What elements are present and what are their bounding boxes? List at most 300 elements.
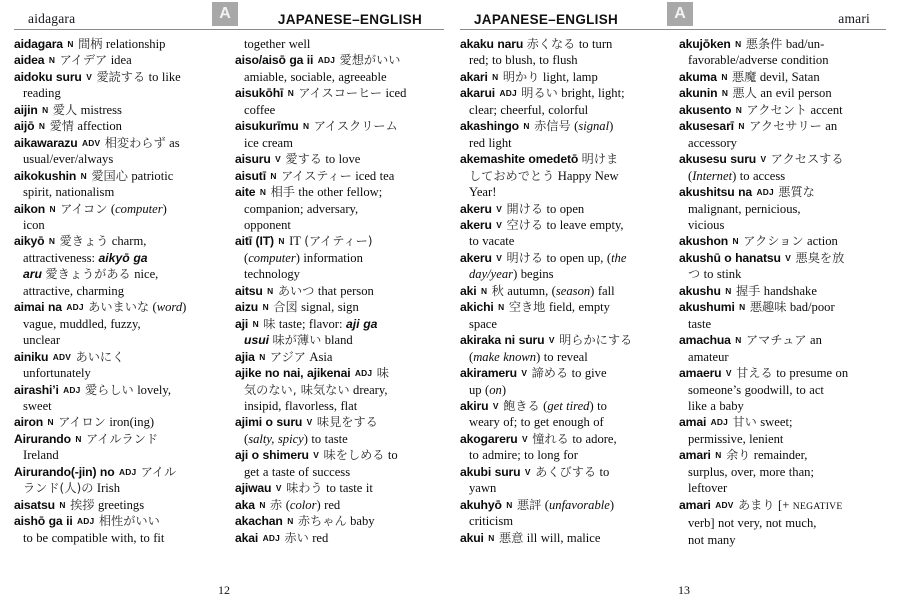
- dictionary-entry: [235, 447, 444, 463]
- japanese-script: しておめでとう: [469, 168, 555, 183]
- definition-text: attractiveness:: [23, 250, 96, 265]
- japanese-script: アクセサリー: [749, 119, 822, 134]
- entry-continuation-line: [235, 201, 444, 217]
- japanese-script: 愛きょうがある: [45, 267, 131, 282]
- part-of-speech: N: [721, 71, 728, 82]
- definition-text: bad/poor: [789, 300, 835, 315]
- right-running-title: JAPANESE–ENGLISH: [474, 12, 619, 27]
- definition-text: to: [387, 448, 398, 463]
- dictionary-entry: [460, 365, 667, 381]
- dictionary-entry: [235, 530, 444, 546]
- part-of-speech: V: [492, 400, 499, 411]
- part-of-speech: N: [80, 170, 87, 181]
- japanese-script: アイスクリーム: [313, 119, 398, 134]
- japanese-script: 合図: [273, 300, 298, 315]
- definition-text: coffee: [244, 102, 276, 117]
- entry-continuation-line: [235, 217, 444, 233]
- definition-text: to open: [546, 201, 585, 216]
- headword: akai: [235, 530, 259, 545]
- definition-text: insipid, flavorless, flat: [244, 398, 358, 413]
- headword: akusento: [679, 102, 732, 117]
- definition-text: mistress: [80, 102, 122, 117]
- definition-text: sweet: [23, 398, 52, 413]
- japanese-script: (アイティー): [304, 234, 373, 249]
- definition-text: iced: [385, 86, 407, 101]
- headword: akeru: [460, 217, 492, 232]
- headword: akushu: [679, 283, 721, 298]
- entry-continuation-line: [460, 480, 667, 496]
- usage-note: word: [156, 300, 183, 315]
- part-of-speech: ADV: [52, 351, 72, 362]
- entry-continuation-line: [679, 52, 886, 68]
- definition-text: (: [244, 250, 249, 265]
- japanese-script: 味: [263, 316, 276, 331]
- definition-text: ) information: [295, 250, 363, 265]
- definition-text: (: [469, 349, 474, 364]
- usage-note: make known: [473, 349, 537, 364]
- japanese-script: 味をしめる: [323, 448, 385, 463]
- part-of-speech: V: [496, 219, 503, 230]
- definition-text: sweet;: [760, 415, 793, 430]
- dictionary-entry: [14, 36, 223, 52]
- dictionary-entry: [14, 201, 223, 217]
- entry-continuation-line: [235, 69, 444, 85]
- dictionary-entry: [460, 398, 667, 414]
- part-of-speech: N: [721, 88, 729, 99]
- dictionary-entry: [679, 414, 886, 430]
- headword: akuma: [679, 69, 717, 84]
- part-of-speech: N: [278, 236, 285, 247]
- japanese-script: あいつ: [277, 283, 315, 298]
- definition-text: surplus, over, more than;: [688, 464, 814, 479]
- japanese-script: ランド(人)の: [23, 481, 94, 496]
- japanese-script: 甘い: [732, 415, 757, 430]
- japanese-script: アクション: [743, 234, 804, 249]
- small-caps-note: NEGATIVE: [792, 500, 843, 512]
- usage-note: computer: [115, 201, 163, 216]
- headword: akushon: [679, 234, 729, 249]
- japanese-script: 悪魔: [732, 69, 757, 84]
- headword: aisukurīmu: [235, 119, 299, 134]
- entry-continuation-line: [14, 184, 223, 200]
- headword: aikyō: [14, 234, 45, 249]
- definition-text: to presume on: [776, 366, 849, 381]
- definition-text: (: [285, 497, 290, 512]
- dictionary-entry: [14, 52, 223, 68]
- definition-text: field, empty: [548, 300, 610, 315]
- headword: akuhyō: [460, 497, 502, 512]
- definition-text: to leave empty,: [546, 217, 624, 232]
- headword: aitsu: [235, 283, 263, 298]
- japanese-script: アイデア: [59, 53, 108, 68]
- japanese-script: アジア: [269, 349, 306, 364]
- headword: Airurando: [14, 431, 71, 446]
- dictionary-entry: [460, 201, 667, 217]
- japanese-script: あいまいな: [88, 300, 150, 315]
- japanese-script: 味見をする: [316, 415, 378, 430]
- definition-text: (: [543, 398, 548, 413]
- japanese-script: アイコン: [60, 201, 108, 216]
- definition-text: as: [169, 135, 180, 150]
- entry-continuation-line: [14, 316, 223, 332]
- part-of-speech: N: [735, 335, 742, 346]
- definition-text: up (: [469, 382, 490, 397]
- entry-continuation-line: [235, 266, 444, 282]
- dictionary-entry: [679, 85, 886, 101]
- headword: aijin: [14, 102, 38, 117]
- part-of-speech: V: [275, 154, 281, 165]
- definition-text: to: [599, 464, 610, 479]
- headword: ajiwau: [235, 481, 272, 496]
- definition-text: Asia: [309, 349, 333, 364]
- japanese-script: 悪人: [732, 86, 757, 101]
- usage-note: signal: [578, 119, 610, 134]
- dictionary-entry: [679, 299, 886, 315]
- left-page-number: 12: [218, 583, 230, 597]
- headword: akirameru: [460, 366, 517, 381]
- entry-continuation-line: [460, 184, 667, 200]
- headword: aidagara: [14, 37, 63, 51]
- part-of-speech: N: [735, 39, 742, 49]
- usage-note: season: [555, 283, 591, 298]
- japanese-script: 間柄: [78, 37, 103, 51]
- headword: akiru: [460, 398, 489, 413]
- part-of-speech: ADV: [715, 499, 734, 510]
- dictionary-entry: [460, 283, 667, 299]
- headword: akushitsu na: [679, 185, 752, 200]
- dictionary-entry: [679, 447, 886, 463]
- right-guide-word: amari: [838, 11, 870, 26]
- column-2: [235, 36, 444, 570]
- definition-text: to admire; to long for: [469, 448, 578, 463]
- headword: aisukōhī: [235, 86, 284, 101]
- definition-text: baby: [350, 514, 375, 529]
- japanese-script: 飽きる: [503, 398, 540, 413]
- entry-continuation-line: [14, 332, 223, 348]
- entry-continuation-line: [460, 135, 667, 151]
- dictionary-entry: [14, 513, 223, 529]
- headword: akeru: [460, 250, 492, 265]
- part-of-speech: ADJ: [118, 466, 137, 477]
- japanese-script: 味わう: [286, 481, 323, 496]
- column-1: [14, 36, 223, 570]
- dictionary-entry: [14, 299, 223, 315]
- headword: akujōken: [679, 37, 731, 51]
- part-of-speech: ADJ: [499, 88, 517, 99]
- japanese-script: 挨拶: [70, 497, 95, 512]
- japanese-script: 諦める: [531, 366, 569, 381]
- dictionary-entry: [14, 414, 223, 430]
- part-of-speech: V: [275, 483, 282, 494]
- headword: akusesu suru: [679, 152, 757, 167]
- japanese-script: 余り: [725, 448, 751, 463]
- part-of-speech: ADV: [82, 137, 101, 148]
- entry-continuation-line: [14, 250, 223, 266]
- japanese-script: 赤: [270, 497, 283, 512]
- definition-text: icon: [23, 217, 45, 232]
- japanese-script: 悪評: [516, 497, 542, 512]
- dictionary-entry: [679, 233, 886, 249]
- part-of-speech: V: [548, 335, 555, 346]
- part-of-speech: V: [313, 450, 320, 461]
- definition-text: leftover: [688, 481, 728, 496]
- usage-note: Internet: [692, 168, 733, 183]
- dictionary-entry: [235, 299, 444, 315]
- usage-note: on: [489, 382, 502, 397]
- definition-text: an: [809, 333, 822, 348]
- definition-text: someone’s goodwill, to act: [688, 382, 824, 397]
- part-of-speech: ADJ: [756, 187, 774, 198]
- definition-text: red light: [469, 135, 512, 150]
- headword: akarui: [460, 86, 496, 101]
- part-of-speech: N: [267, 285, 274, 296]
- japanese-script: 相手: [270, 185, 295, 200]
- letter-tab-a-right: A: [667, 2, 693, 26]
- definition-text: affection: [77, 119, 122, 134]
- dictionary-entry: [235, 283, 444, 299]
- part-of-speech: N: [252, 318, 259, 329]
- part-of-speech: N: [59, 499, 66, 510]
- part-of-speech: N: [302, 121, 310, 132]
- definition-text: ) to: [589, 398, 607, 413]
- dictionary-entry: [679, 332, 886, 348]
- usage-note: day/year: [469, 267, 514, 282]
- dictionary-entry: [679, 118, 886, 134]
- definition-text: remainder,: [753, 448, 808, 463]
- headword: aitī (IT): [235, 234, 274, 249]
- definition-text: an: [825, 119, 838, 134]
- definition-text: dreary,: [353, 382, 388, 397]
- definition-text: (: [688, 168, 693, 183]
- entry-continuation-line: [679, 532, 886, 548]
- example-phrase: usui: [244, 333, 270, 348]
- dictionary-entry: [14, 233, 223, 249]
- entry-continuation-line: [14, 480, 223, 496]
- entry-continuation-line: [14, 266, 223, 282]
- entry-continuation-line: [679, 168, 886, 184]
- part-of-speech: N: [259, 351, 266, 362]
- definition-text: Irish: [96, 481, 120, 496]
- definition-text: devil, Satan: [759, 69, 820, 84]
- definition-text: together well: [244, 37, 311, 51]
- part-of-speech: N: [67, 39, 74, 49]
- dictionary-entry: [679, 102, 886, 118]
- part-of-speech: ADJ: [317, 55, 336, 66]
- part-of-speech: N: [49, 203, 56, 214]
- definition-text: patriotic: [131, 168, 174, 183]
- dictionary-entry: [14, 497, 223, 513]
- definition-text: unfortunately: [23, 366, 91, 381]
- headword: akachan: [235, 514, 283, 529]
- headword: ainiku: [14, 349, 49, 364]
- part-of-speech: V: [760, 154, 767, 165]
- headword: aijō: [14, 119, 35, 134]
- japanese-script: アイロン: [58, 415, 106, 430]
- headword: aidea: [14, 53, 45, 68]
- definition-text: ) red: [316, 497, 341, 512]
- part-of-speech: ADJ: [63, 384, 81, 395]
- headword: aiso/aisō ga ii: [235, 53, 314, 68]
- definition-text: reading: [23, 86, 61, 101]
- dictionary-entry: [235, 316, 444, 332]
- headword: Airurando(-jin) no: [14, 464, 115, 479]
- part-of-speech: ADJ: [710, 417, 728, 428]
- definition-text: nice,: [134, 267, 159, 282]
- definition-text: IT: [289, 234, 301, 249]
- part-of-speech: N: [48, 55, 56, 66]
- japanese-script: 赤い: [284, 530, 309, 545]
- japanese-script: あまり: [737, 497, 775, 512]
- definition-text: verb] not very, not much,: [688, 516, 817, 531]
- definition-text: clear; cheerful, colorful: [469, 102, 589, 117]
- definition-text: relationship: [105, 37, 166, 51]
- column-3: [460, 36, 667, 570]
- letter-tab-a-left: A: [212, 2, 238, 26]
- entry-continuation-line: [235, 102, 444, 118]
- definition-text: spirit, nationalism: [23, 185, 115, 200]
- japanese-script: 愛読する: [96, 69, 146, 84]
- definition-text: that person: [317, 283, 374, 298]
- dictionary-entry: [14, 382, 223, 398]
- definition-text: red; to blush, to flush: [469, 53, 578, 68]
- japanese-script: 愛想がいい: [339, 53, 401, 68]
- japanese-script: あいにく: [75, 349, 125, 364]
- japanese-script: 相性がいい: [98, 514, 160, 529]
- dictionary-entry: [679, 283, 886, 299]
- entry-continuation-line: [14, 151, 223, 167]
- definition-text: to stink: [703, 267, 742, 282]
- entry-continuation-line: [14, 398, 223, 414]
- headword: ajike no nai, ajikenai: [235, 366, 351, 381]
- definition-text: to turn: [578, 37, 613, 51]
- dictionary-entry: [460, 464, 667, 480]
- part-of-speech: N: [48, 236, 56, 247]
- definition-text: bland: [324, 333, 353, 348]
- dictionary-entry: [460, 69, 667, 85]
- headword: akashingo: [460, 119, 519, 134]
- headword: aite: [235, 185, 256, 200]
- entry-continuation-line: [460, 316, 667, 332]
- japanese-script: アクセスする: [770, 152, 844, 167]
- headword: akichi: [460, 300, 494, 315]
- headword: airashi’i: [14, 382, 59, 397]
- example-phrase: aru: [23, 267, 42, 282]
- entry-continuation-line: [460, 414, 667, 430]
- part-of-speech: ADJ: [77, 516, 95, 527]
- entry-continuation-line: [460, 168, 667, 184]
- entry-continuation-line: [679, 201, 886, 217]
- headword: amaeru: [679, 366, 722, 381]
- japanese-script: 気のない, 味気ない: [244, 382, 350, 397]
- part-of-speech: N: [715, 450, 722, 461]
- japanese-script: あくびする: [535, 464, 597, 479]
- dictionary-entry: [679, 365, 886, 381]
- entry-continuation-line: [679, 431, 886, 447]
- japanese-script: 悪臭を放: [795, 250, 845, 265]
- definition-text: [+: [778, 497, 793, 512]
- headword: akui: [460, 530, 484, 545]
- entry-continuation-line: [14, 447, 223, 463]
- right-page-number: 13: [678, 583, 690, 597]
- headword: aikawarazu: [14, 135, 78, 150]
- headword: akushū o hanatsu: [679, 250, 781, 265]
- headword: akaku naru: [460, 37, 524, 51]
- definition-text: taste; flavor:: [278, 316, 343, 331]
- dictionary-entry: [235, 184, 444, 200]
- definition-text: criticism: [469, 514, 514, 529]
- japanese-script: アイルランド: [86, 431, 159, 446]
- headword: akusesarī: [679, 119, 734, 134]
- part-of-speech: N: [480, 285, 488, 296]
- headword: akari: [460, 69, 488, 84]
- headword: aji o shimeru: [235, 448, 309, 463]
- part-of-speech: N: [259, 499, 266, 510]
- definition-text: ): [182, 300, 187, 315]
- part-of-speech: N: [738, 121, 745, 132]
- definition-text: iced tea: [355, 168, 395, 183]
- entry-continuation-line: [460, 266, 667, 282]
- dictionary-entry: [14, 69, 223, 85]
- definition-text: to love: [325, 152, 361, 167]
- definition-text: bright, light;: [561, 86, 625, 101]
- definition-text: signal, sign: [301, 300, 359, 315]
- japanese-script: アイスティー: [281, 168, 352, 183]
- part-of-speech: N: [270, 170, 277, 181]
- part-of-speech: N: [498, 302, 505, 313]
- definition-text: ) begins: [513, 267, 554, 282]
- part-of-speech: V: [524, 466, 531, 477]
- entry-continuation-line: [235, 398, 444, 414]
- definition-text: usual/ever/always: [23, 152, 114, 167]
- japanese-script: 空ける: [506, 217, 544, 232]
- japanese-script: アイル: [140, 464, 177, 479]
- entry-continuation-line: [235, 332, 444, 348]
- definition-text: Year!: [469, 185, 497, 200]
- headword: ajia: [235, 349, 255, 364]
- definition-text: amateur: [688, 349, 729, 364]
- entry-continuation-line: [235, 250, 444, 266]
- japanese-script: 悪条件: [745, 37, 783, 51]
- japanese-script: 愛する: [285, 152, 322, 167]
- dictionary-entry: [460, 250, 667, 266]
- japanese-script: 甘える: [736, 366, 773, 381]
- definition-text: to like: [148, 69, 181, 84]
- japanese-script: 開ける: [506, 201, 544, 216]
- headword: amari: [679, 448, 711, 463]
- dictionary-entry: [235, 168, 444, 184]
- part-of-speech: N: [725, 285, 732, 296]
- usage-note: unfavorable: [548, 497, 610, 512]
- entry-continuation-line: [14, 530, 223, 546]
- headword: aji: [235, 316, 249, 331]
- entry-continuation-line: [235, 36, 444, 52]
- part-of-speech: N: [42, 104, 49, 115]
- definition-text: accent: [810, 102, 843, 117]
- japanese-script: 悪質な: [778, 185, 815, 200]
- definition-text: bad/un-: [785, 37, 825, 51]
- japanese-script: つ: [688, 267, 701, 282]
- entry-continuation-line: [235, 431, 444, 447]
- japanese-script: アマチュア: [745, 333, 807, 348]
- dictionary-entry: [14, 135, 223, 151]
- japanese-script: 愛情: [49, 119, 74, 134]
- entry-continuation-line: [14, 365, 223, 381]
- entry-continuation-line: [14, 217, 223, 233]
- dictionary-entry: [14, 349, 223, 365]
- headword: akeru: [460, 201, 492, 216]
- dictionary-entry: [679, 36, 886, 52]
- headword: aidoku suru: [14, 69, 82, 84]
